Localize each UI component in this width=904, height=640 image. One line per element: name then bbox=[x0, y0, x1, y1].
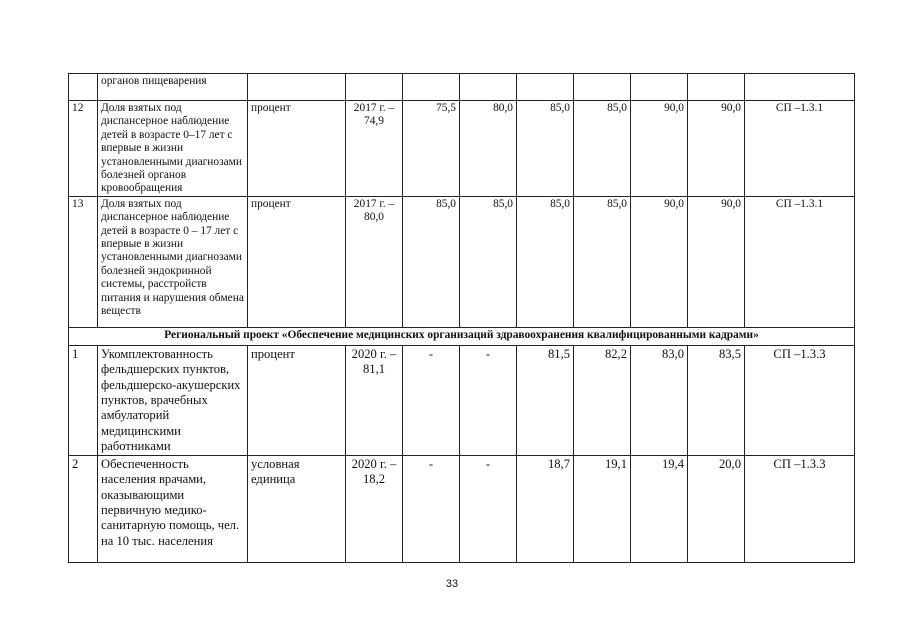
value-6: 20,0 bbox=[688, 455, 745, 562]
value-5: 83,0 bbox=[631, 345, 688, 455]
program-code: СП –1.3.1 bbox=[745, 101, 855, 197]
value-2: 80,0 bbox=[460, 101, 517, 197]
table-row-continuation bbox=[69, 74, 855, 101]
base-value: 2020 г. – 81,1 bbox=[346, 345, 403, 455]
table-row-a2 bbox=[69, 455, 855, 562]
page-number: 33 bbox=[445, 578, 459, 590]
section-title: Региональный проект «Обеспечение медицинских организаций здравоохранения квалифицированными кадрами» bbox=[69, 327, 855, 345]
table-row-13 bbox=[69, 196, 855, 327]
value-3: 18,7 bbox=[517, 455, 574, 562]
value-2: 85,0 bbox=[460, 196, 517, 327]
row-number: 13 bbox=[69, 196, 98, 327]
value-6: 83,5 bbox=[688, 345, 745, 455]
base-value: 2020 г. – 18,2 bbox=[346, 455, 403, 562]
value-4: 19,1 bbox=[574, 455, 631, 562]
table-row-a1 bbox=[69, 345, 855, 455]
value-1: 85,0 bbox=[403, 196, 460, 327]
indicator-name: Доля взятых под диспансерное наблюдение детей в возрасте 0 – 17 лет с впервые в жизни установленными диагнозами болезней эндокринной системы, расстройств питания и нарушения обмена веществ bbox=[98, 196, 248, 327]
value-4: 85,0 bbox=[574, 196, 631, 327]
unit: условная единица bbox=[248, 455, 346, 562]
unit: процент bbox=[248, 345, 346, 455]
row-number: 2 bbox=[69, 455, 98, 562]
value-5: 90,0 bbox=[631, 101, 688, 197]
program-code: СП –1.3.1 bbox=[745, 196, 855, 327]
base-value: 2017 г. – 74,9 bbox=[346, 101, 403, 197]
value-4: 85,0 bbox=[574, 101, 631, 197]
table-row-12 bbox=[69, 101, 855, 197]
indicator-name: Доля взятых под диспансерное наблюдение детей в возрасте 0–17 лет с впервые в жизни установленными диагнозами болезней органов кровообращения bbox=[98, 101, 248, 197]
unit: процент bbox=[248, 101, 346, 197]
program-code: СП –1.3.3 bbox=[745, 455, 855, 562]
row-number bbox=[69, 74, 98, 101]
value-2: - bbox=[460, 345, 517, 455]
unit: процент bbox=[248, 196, 346, 327]
row-number: 1 bbox=[69, 345, 98, 455]
value-3: 85,0 bbox=[517, 196, 574, 327]
value-6: 90,0 bbox=[688, 101, 745, 197]
indicator-name: Обеспеченность населения врачами, оказывающими первичную медико-санитарную помощь, чел. на 10 тыс. населения bbox=[98, 455, 248, 562]
base-value: 2017 г. – 80,0 bbox=[346, 196, 403, 327]
section-header-row bbox=[69, 327, 855, 345]
indicator-name: Укомплектованность фельдшерских пунктов, фельдшерско-акушерских пунктов, врачебных амбулаторий медицинскими работниками bbox=[98, 345, 248, 455]
value-3: 81,5 bbox=[517, 345, 574, 455]
value-4: 82,2 bbox=[574, 345, 631, 455]
row-number: 12 bbox=[69, 101, 98, 197]
value-5: 19,4 bbox=[631, 455, 688, 562]
indicator-name: органов пищеварения bbox=[98, 74, 248, 101]
indicators-table bbox=[68, 73, 855, 563]
value-1: 75,5 bbox=[403, 101, 460, 197]
value-6: 90,0 bbox=[688, 196, 745, 327]
value-2: - bbox=[460, 455, 517, 562]
value-3: 85,0 bbox=[517, 101, 574, 197]
value-1: - bbox=[403, 455, 460, 562]
program-code: СП –1.3.3 bbox=[745, 345, 855, 455]
value-5: 90,0 bbox=[631, 196, 688, 327]
value-1: - bbox=[403, 345, 460, 455]
